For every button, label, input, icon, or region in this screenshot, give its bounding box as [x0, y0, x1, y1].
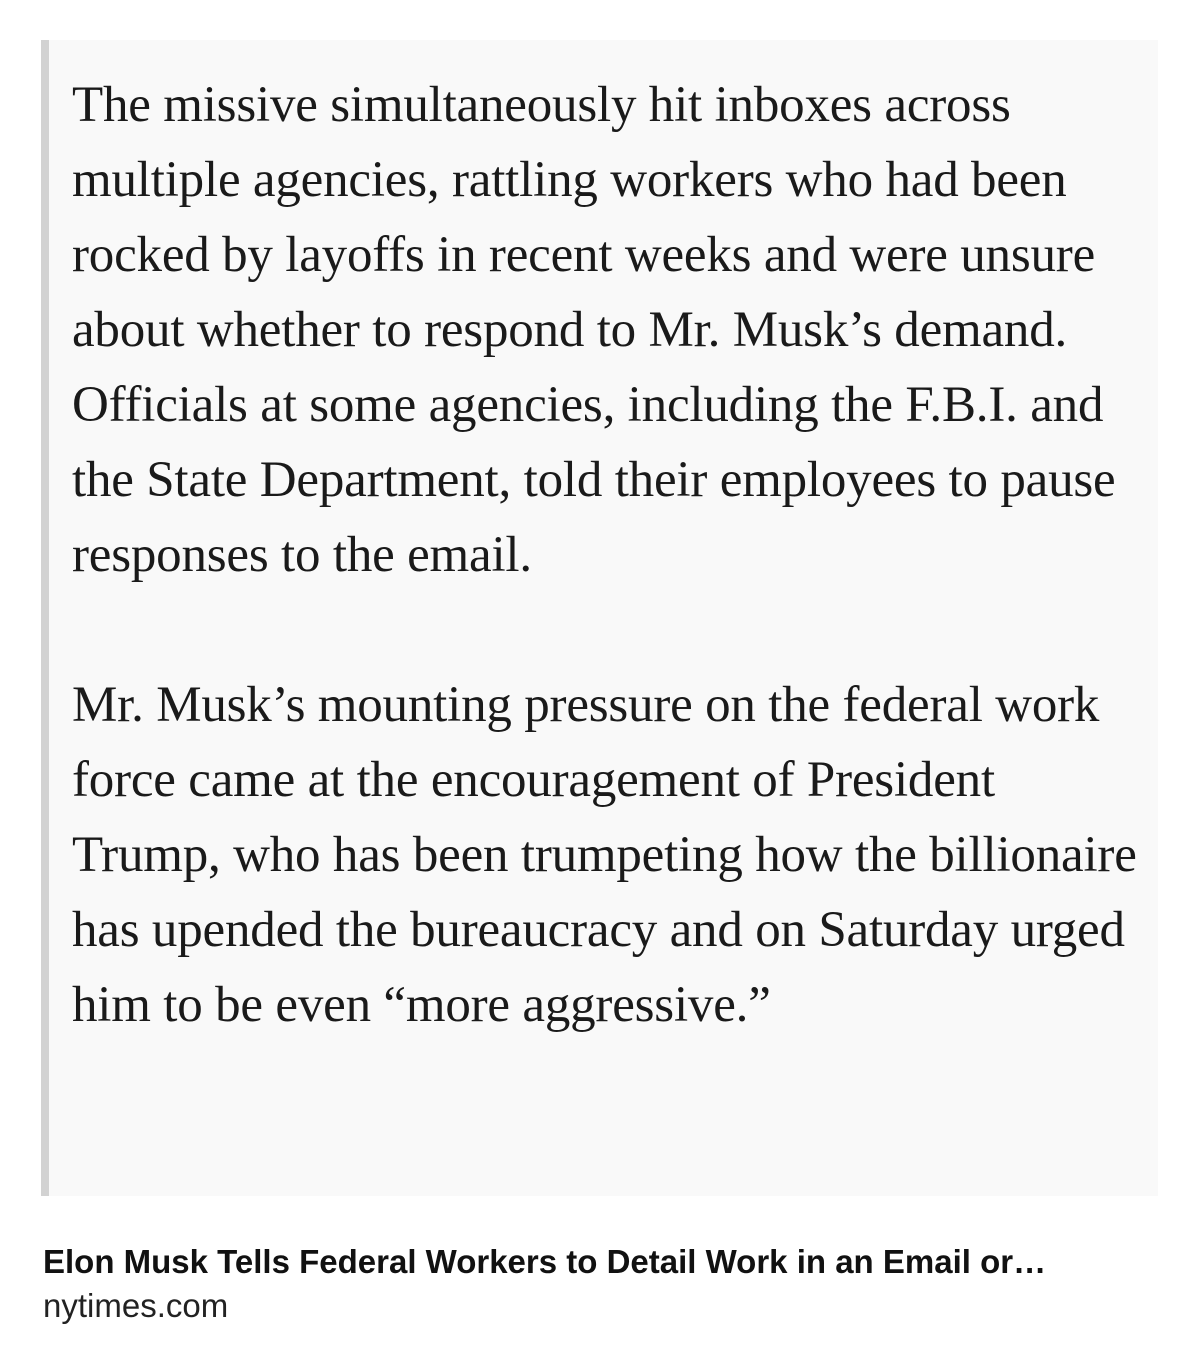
quote-paragraph-1: The missive simultaneously hit inboxes across multiple agencies, rattling workers who had been rocked by layoffs in recent weeks and were unsure about whether to respond to Mr. Musk’s demand. Officials at some agencies, including the F.B.I. and the State Department, told their employees to pause responses to the email. — [72, 77, 1116, 583]
link-preview-domain: nytimes.com — [43, 1287, 229, 1324]
quote-paragraph-2: Mr. Musk’s mounting pressure on the federal work force came at the encouragement of President Trump, who has been trumpeting how the billionaire has upended the bureaucracy and on Saturday urged him to be even “more aggressive.” — [72, 677, 1137, 1033]
blockquote — [41, 40, 1158, 1196]
link-preview-title[interactable]: Elon Musk Tells Federal Workers to Detail Work in an Email or… — [43, 1243, 1047, 1280]
link-preview-card[interactable] — [43, 1236, 1163, 1324]
